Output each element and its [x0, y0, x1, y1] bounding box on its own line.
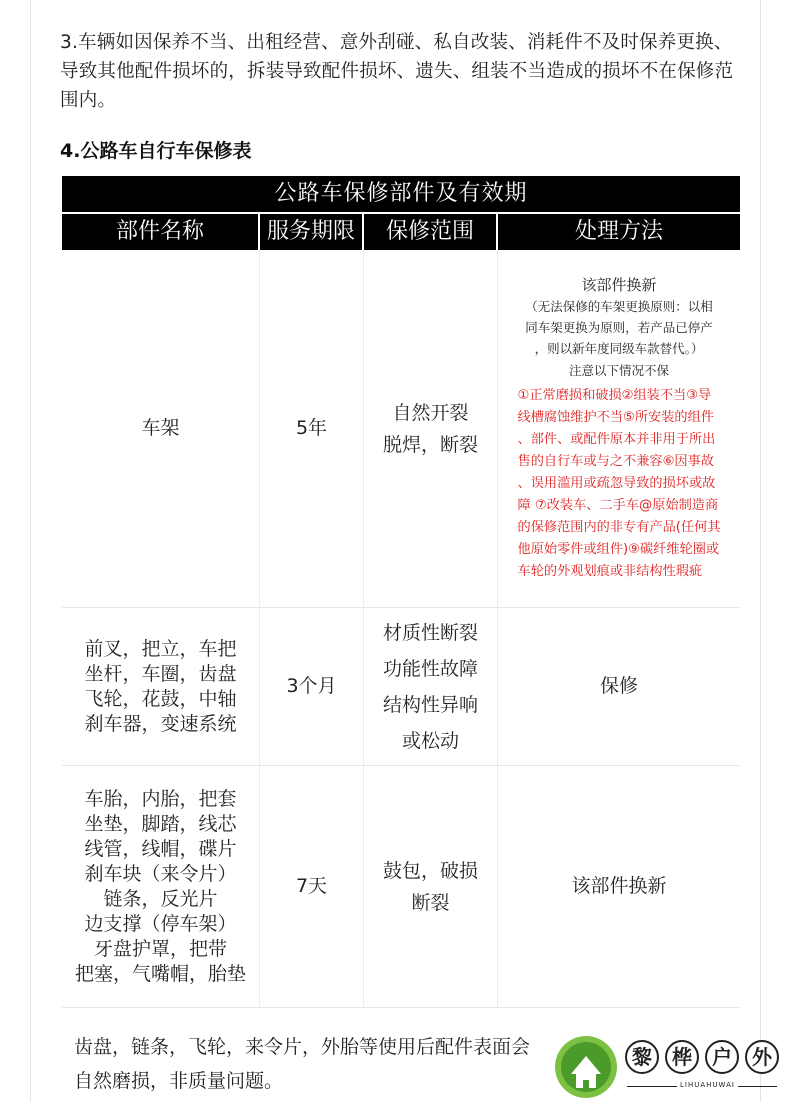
scope-line: 功能性故障 [382, 657, 478, 680]
cell-method [498, 766, 740, 1007]
footer-line: 自然磨损，非质量问题。 [74, 1070, 284, 1092]
cell-scope [364, 608, 498, 765]
method-note-line: ，则以新年度同级车款替代。） [534, 341, 704, 356]
method-text: 保修 [599, 675, 638, 697]
parts-line: 前叉，把立，车把 [84, 637, 237, 660]
table-row [62, 766, 740, 1008]
parts-line: 刹车器，变速系统 [84, 712, 237, 735]
period-text: 5年 [295, 417, 328, 439]
parts-line: 把塞，气嘴帽，胎垫 [74, 962, 246, 985]
logo-wordmark [625, 1040, 779, 1074]
exclusion-line: 车轮的外观划痕或非结构性瑕疵 [517, 564, 703, 579]
method-exclusion-heading: 注意以下情况不保 [568, 363, 669, 378]
exclusion-line: 线槽腐蚀维护不当⑤所安装的组件 [517, 410, 714, 425]
cell-scope [364, 250, 498, 607]
logo-char: 桦 [665, 1040, 699, 1074]
scope-line: 脱焊，断裂 [382, 433, 478, 456]
period-text: 7天 [295, 875, 328, 897]
method-note-line: （无法保修的车架更换原则：以相 [525, 299, 713, 314]
logo-char: 黎 [625, 1040, 659, 1074]
method-block [514, 274, 725, 583]
parts-line: 链条，反光片 [103, 887, 218, 910]
parts-text [84, 637, 236, 737]
logo-char: 户 [705, 1040, 739, 1074]
house-mountain-icon [555, 1036, 617, 1098]
cell-period [260, 250, 364, 607]
header-part-name: 部件名称 [62, 214, 260, 250]
cell-period [260, 766, 364, 1007]
parts-line: 牙盘护罩，把带 [93, 937, 227, 960]
exclusion-line: 售的自行车或与之不兼容⑥因事故 [517, 454, 714, 469]
parts-line: 坐杆，车圈，齿盘 [84, 662, 237, 685]
parts-line: 线管，线帽，碟片 [84, 837, 237, 860]
parts-line: 车胎，内胎，把套 [84, 787, 237, 810]
exclusion-line: 他原始零件或组件)⑨碳纤维轮圈或 [517, 542, 720, 557]
cell-parts [62, 766, 260, 1007]
exclusion-line: 的保修范围内的非专有产品(任何其 [517, 520, 721, 535]
scope-line: 结构性异响 [382, 693, 478, 716]
cell-parts [62, 608, 260, 765]
exclusion-line: 、误用滥用或疏忽导致的损坏或故 [517, 476, 716, 491]
table-row [62, 608, 740, 766]
header-service-period: 服务期限 [260, 214, 364, 250]
parts-text: 车架 [141, 417, 180, 439]
cell-method [498, 608, 740, 765]
parts-line: 边支撑（停车架） [84, 912, 237, 935]
scope-line: 或松动 [401, 729, 459, 752]
section-title: 4.公路车自行车保修表 [60, 140, 252, 162]
scope-text [383, 855, 478, 919]
method-note-line: 同车架更换为原则，若产品已停产 [525, 320, 713, 335]
parts-line: 飞轮，花鼓，中轴 [84, 687, 237, 710]
logo-char: 外 [745, 1040, 779, 1074]
scope-line: 鼓包，破损 [382, 859, 478, 882]
footer-line: 齿盘，链条，飞轮，来令片，外胎等使用后配件表面会 [74, 1036, 531, 1058]
exclusion-list [518, 385, 721, 583]
scope-line: 材质性断裂 [382, 621, 478, 644]
exclusion-line: 障 ⑦改装车、二手车@原始制造商 [517, 498, 719, 513]
cell-scope [364, 766, 498, 1007]
period-text: 3个月 [286, 675, 337, 697]
page-border-right [760, 0, 761, 1102]
cell-period [260, 608, 364, 765]
parts-line: 坐垫，脚踏，线芯 [84, 812, 237, 835]
logo-pinyin: LIHUAHUWAI [677, 1081, 738, 1089]
scope-line: 自然开裂 [392, 401, 469, 424]
table-title: 公路车保修部件及有效期 [62, 176, 740, 212]
parts-line: 刹车块（来令片） [84, 862, 237, 885]
exclusion-line: ①正常磨损和破损②组装不当③导 [517, 388, 712, 403]
brand-logo [555, 1034, 785, 1100]
method-head: 该部件换新 [581, 276, 657, 294]
header-handling-method: 处理方法 [574, 219, 663, 244]
header-warranty-scope: 保修范围 [364, 214, 498, 250]
warranty-table [62, 176, 740, 1008]
cell-parts [62, 250, 260, 607]
exclusion-line: 、部件、或配件原本并非用于所出 [517, 432, 716, 447]
cell-method [498, 250, 740, 607]
scope-text [383, 397, 478, 461]
table-header-row [62, 212, 740, 250]
table-row [62, 250, 740, 608]
scope-line: 断裂 [411, 891, 450, 914]
parts-text [75, 787, 246, 987]
intro-paragraph: 3.车辆如因保养不当、出租经营、意外刮碰、私自改装、消耗件不及时保养更换、导致其他配件损坏的，拆装导致配件损坏、遗失、组装不当造成的损坏不在保修范围内。 [60, 32, 734, 111]
page-border-left [30, 0, 31, 1102]
scope-text [383, 615, 478, 759]
method-text: 该部件换新 [571, 875, 667, 897]
